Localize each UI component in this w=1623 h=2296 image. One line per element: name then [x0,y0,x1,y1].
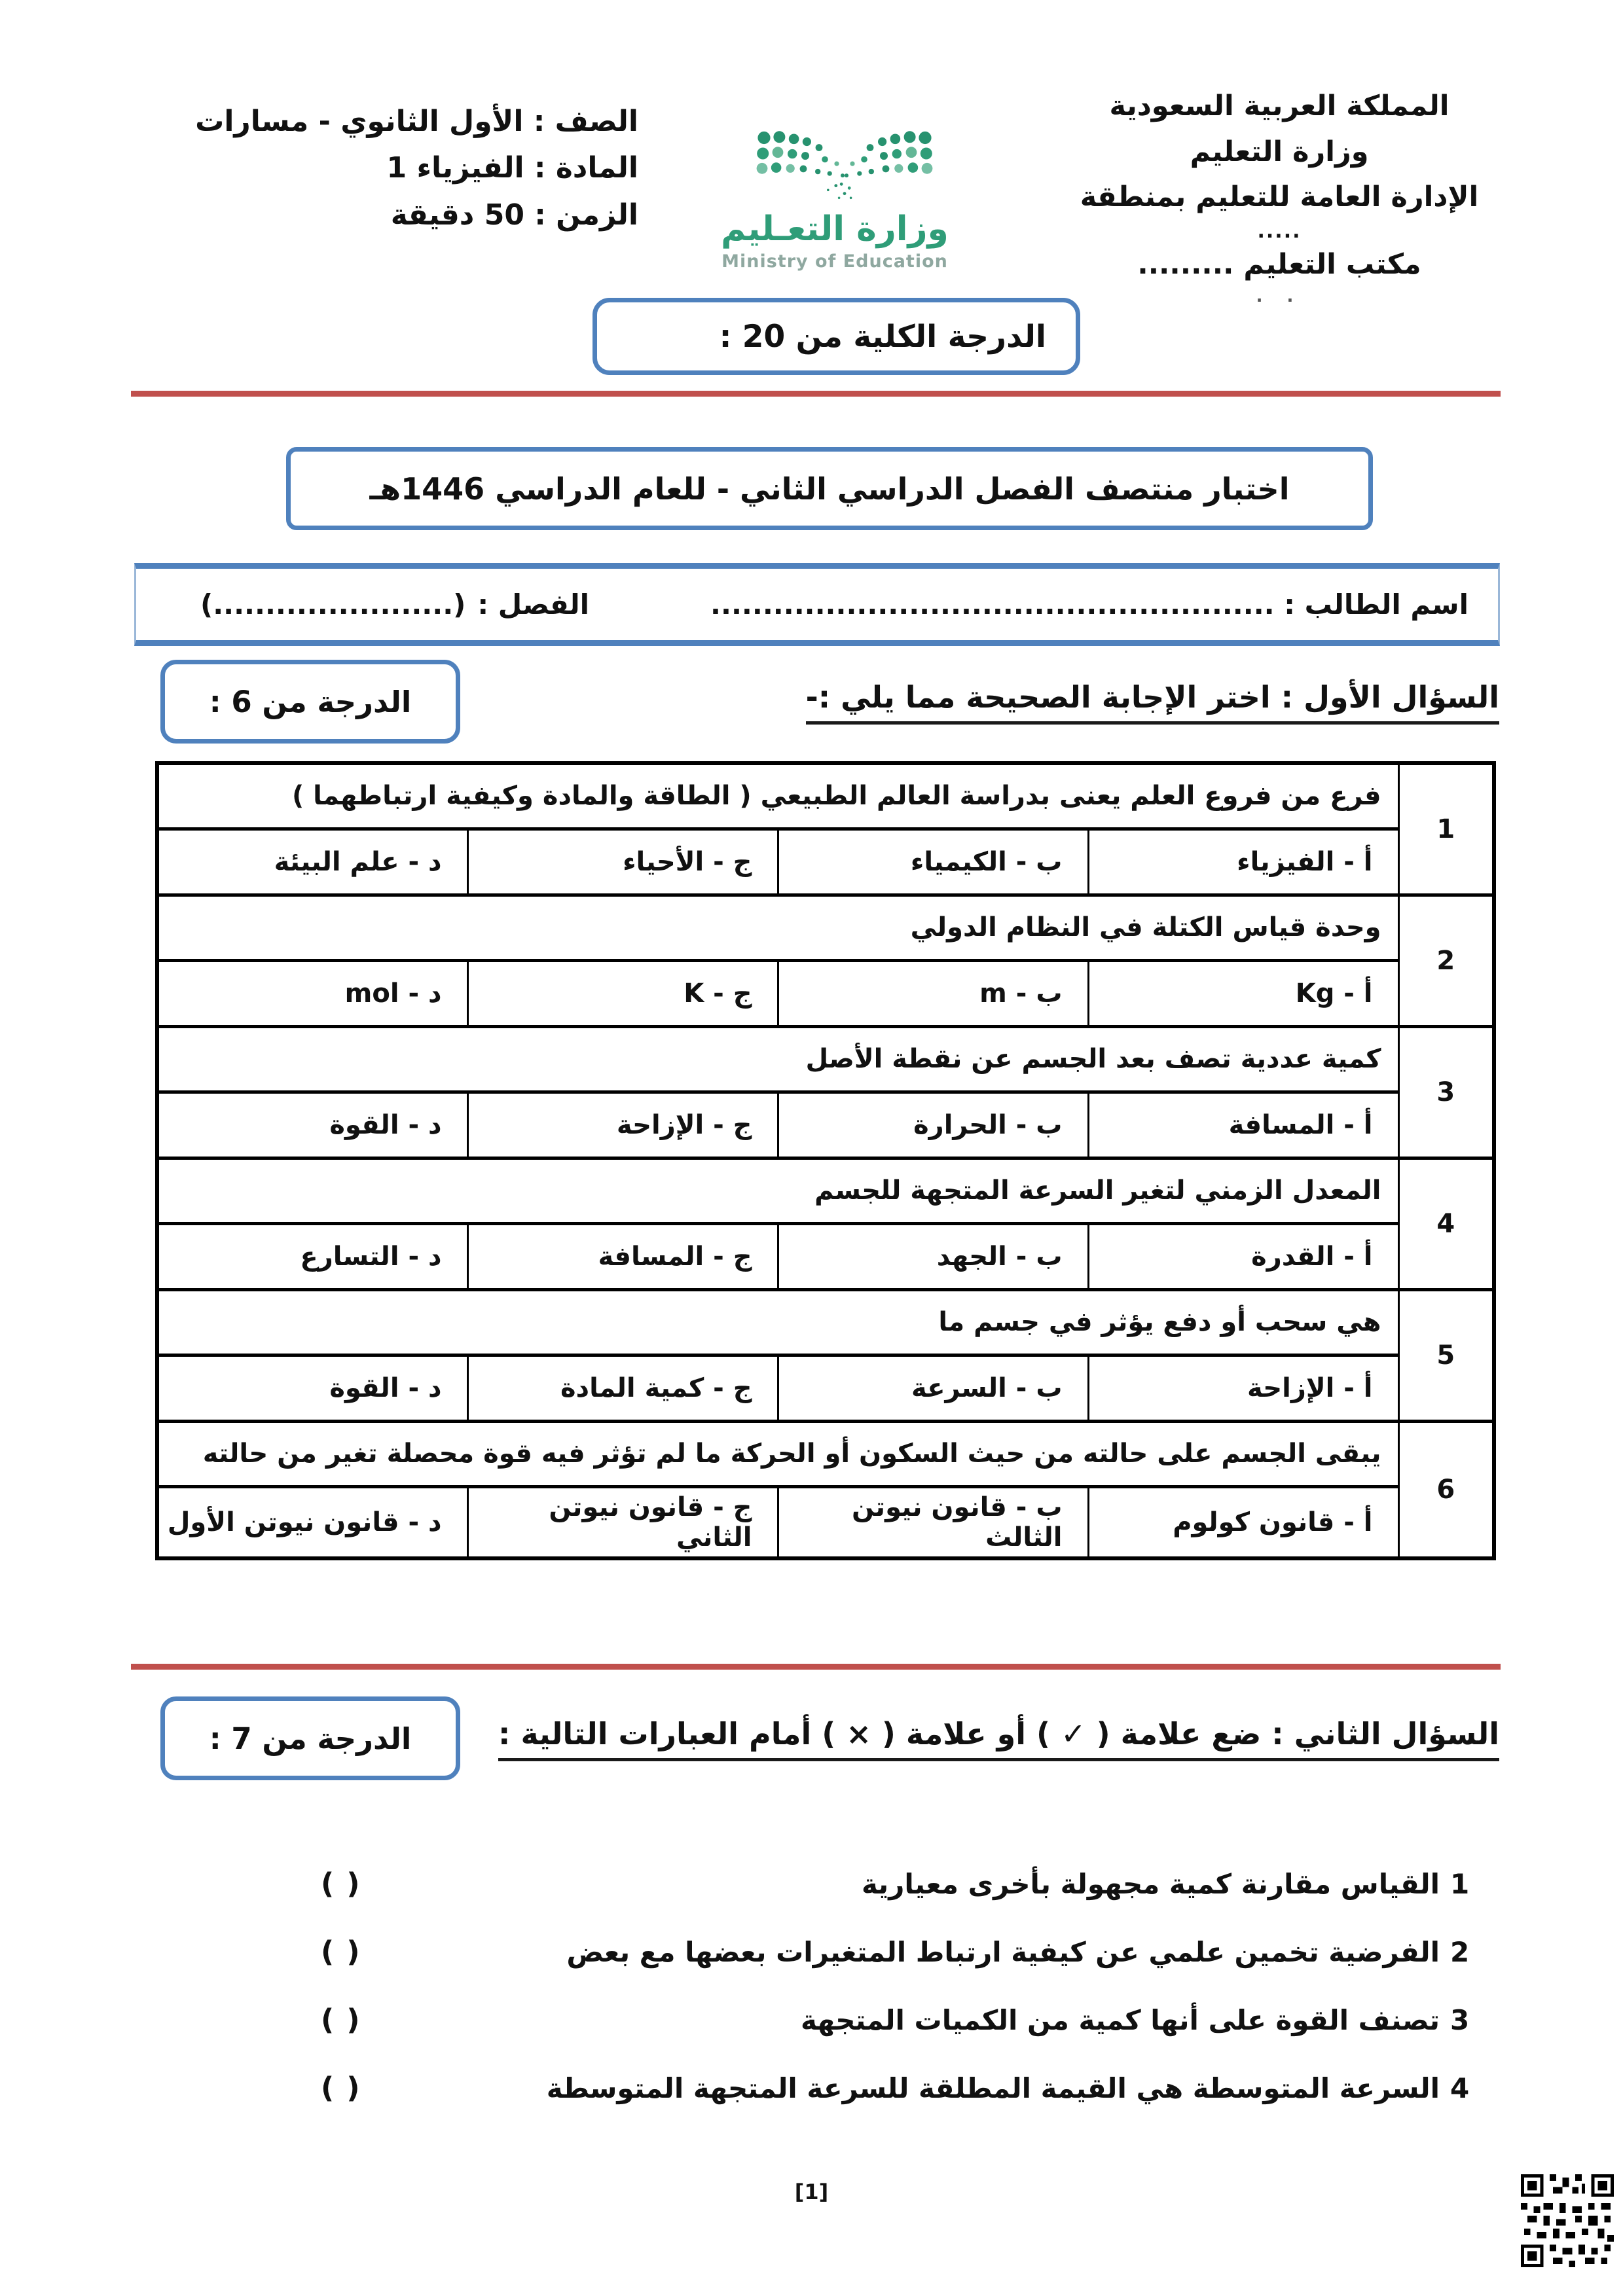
tf-answer-field[interactable]: ( ) [321,1867,361,1901]
region-dots: ..... [1257,219,1302,243]
option-c[interactable]: ج - K [467,960,778,1026]
section2-score-box [160,1696,460,1780]
tf-answer-field[interactable]: ( ) [321,2003,361,2037]
tf-number: 2 [1450,1935,1470,1968]
option-d[interactable]: د - التسارع [157,1223,467,1289]
tf-statement-row [131,2054,1492,2122]
option-d[interactable]: د - القوة [157,1092,467,1158]
ministry-line: وزارة التعليم [1190,135,1369,168]
option-c[interactable]: ج - المسافة [467,1223,778,1289]
total-score-label: الدرجة الكلية من 20 : [719,318,1046,355]
section1-score-box [160,660,460,744]
section2-score-label: الدرجة من 7 : [209,1721,412,1756]
question-number: 1 [1398,763,1494,895]
tf-number: 3 [1450,2003,1470,2036]
ministry-logo-arabic-text: وزارة التعـليم [721,209,949,249]
option-c[interactable]: ج - كمية المادة [467,1355,778,1421]
option-b[interactable]: ب - الكيمياء [778,829,1088,895]
tf-text: تصنف القوة على أنها كمية من الكميات المتجهة [801,2003,1440,2036]
option-d[interactable]: د - القوة [157,1355,467,1421]
option-a[interactable]: أ - Kg [1088,960,1398,1026]
exam-title: اختبار منتصف الفصل الدراسي الثاني - للعام الدراسي 1446هـ [369,471,1290,507]
question-text: فرع من فروع العلم يعنى بدراسة العالم الطبيعي ( الطاقة والمادة وكيفية ارتباطهما ) [157,763,1398,829]
section1-score-label: الدرجة من 6 : [209,684,412,719]
section1-heading: السؤال الأول : اختر الإجابة الصحيحة مما يلي :- [806,679,1499,725]
question-text: وحدة قياس الكتلة في النظام الدولي [157,895,1398,960]
option-b[interactable]: ب - الجهد [778,1223,1088,1289]
question-text: يبقى الجسم على حالته من حيث السكون أو الحركة ما لم تؤثر فيه قوة محصلة تغير من حالته [157,1421,1398,1486]
question-text: هي سحب أو دفع يؤثر في جسم ما [157,1289,1398,1355]
mcq-table [155,761,1496,1560]
qr-code [1521,2174,1614,2267]
school-dots: . . [1256,286,1303,306]
option-a[interactable]: أ - الإزاحة [1088,1355,1398,1421]
tf-text: الفرضية تخمين علمي عن كيفية ارتباط المتغيرات بعضها مع بعض [566,1935,1440,1968]
question-number: 2 [1398,895,1494,1026]
option-b[interactable]: ب - الحرارة [778,1092,1088,1158]
tf-answer-field[interactable]: ( ) [321,2071,361,2105]
option-b[interactable]: ب - السرعة [778,1355,1088,1421]
official-header [1057,84,1502,305]
option-a[interactable]: أ - قانون كولوم [1088,1486,1398,1558]
question-number: 3 [1398,1026,1494,1158]
tf-text: السرعة المتوسطة هي القيمة المطلقة للسرعة المتجهة المتوسطة [546,2072,1440,2104]
option-c[interactable]: ج - الأحياء [467,829,778,895]
tf-statement-row [131,1986,1492,2054]
tf-number: 4 [1450,2072,1470,2104]
section2-header [131,1696,1499,1788]
question-number: 4 [1398,1158,1494,1289]
option-a[interactable]: أ - المسافة [1088,1092,1398,1158]
education-office-line: مكتب التعليم ......... [1137,247,1421,281]
tf-number: 1 [1450,1867,1470,1900]
class-label: الفصل : [477,588,590,620]
subject-line: المادة : الفيزياء 1 [386,151,638,185]
student-name-field[interactable]: اسم الطالب : ...................................................... [710,588,1468,620]
time-line: الزمن : 50 دقيقة [390,198,638,232]
option-d[interactable]: د - mol [157,960,467,1026]
tf-answer-field[interactable]: ( ) [321,1935,361,1969]
class-info [187,98,638,232]
option-b[interactable]: ب - قانون نيوتن الثالث [778,1486,1088,1558]
exam-title-box [286,447,1373,530]
ministry-logo-dots-icon [746,124,943,206]
divider-line-middle [131,1664,1501,1670]
page-number: [1] [794,2179,829,2204]
tf-statement-row [131,1850,1492,1918]
student-info-bar [134,563,1500,646]
tf-statement-row [131,1918,1492,1986]
option-d[interactable]: د - علم البيئة [157,829,467,895]
option-a[interactable]: أ - الفيزياء [1088,829,1398,895]
ministry-logo [684,124,985,272]
question-number: 5 [1398,1289,1494,1421]
option-c[interactable]: ج - قانون نيوتن الثاني [467,1486,778,1558]
ministry-logo-english-text: Ministry of Education [721,251,948,272]
question-number: 6 [1398,1421,1494,1558]
question-text: المعدل الزمني لتغير السرعة المتجهة للجسم [157,1158,1398,1223]
option-d[interactable]: د - قانون نيوتن الأول [157,1486,467,1558]
option-b[interactable]: ب - m [778,960,1088,1026]
total-score-box [593,298,1080,375]
option-a[interactable]: أ - القدرة [1088,1223,1398,1289]
section2-heading: السؤال الثاني : ضع علامة ( ✓ ) أو علامة ( × ) أمام العبارات التالية : [498,1716,1499,1761]
true-false-list [131,1850,1492,2122]
directorate-line: الإدارة العامة للتعليم بمنطقة [1080,181,1479,214]
country-line: المملكة العربية السعودية [1109,90,1450,122]
section1-header [131,660,1499,751]
tf-text: القياس مقارنة كمية مجهولة بأخرى معيارية [861,1867,1440,1900]
class-field[interactable]: (.......................) [200,588,466,620]
option-c[interactable]: ج - الإزاحة [467,1092,778,1158]
divider-line-top [131,391,1501,397]
question-text: كمية عددية تصف بعد الجسم عن نقطة الأصل [157,1026,1398,1092]
grade-line: الصف : الأول الثانوي - مسارات [195,105,638,138]
